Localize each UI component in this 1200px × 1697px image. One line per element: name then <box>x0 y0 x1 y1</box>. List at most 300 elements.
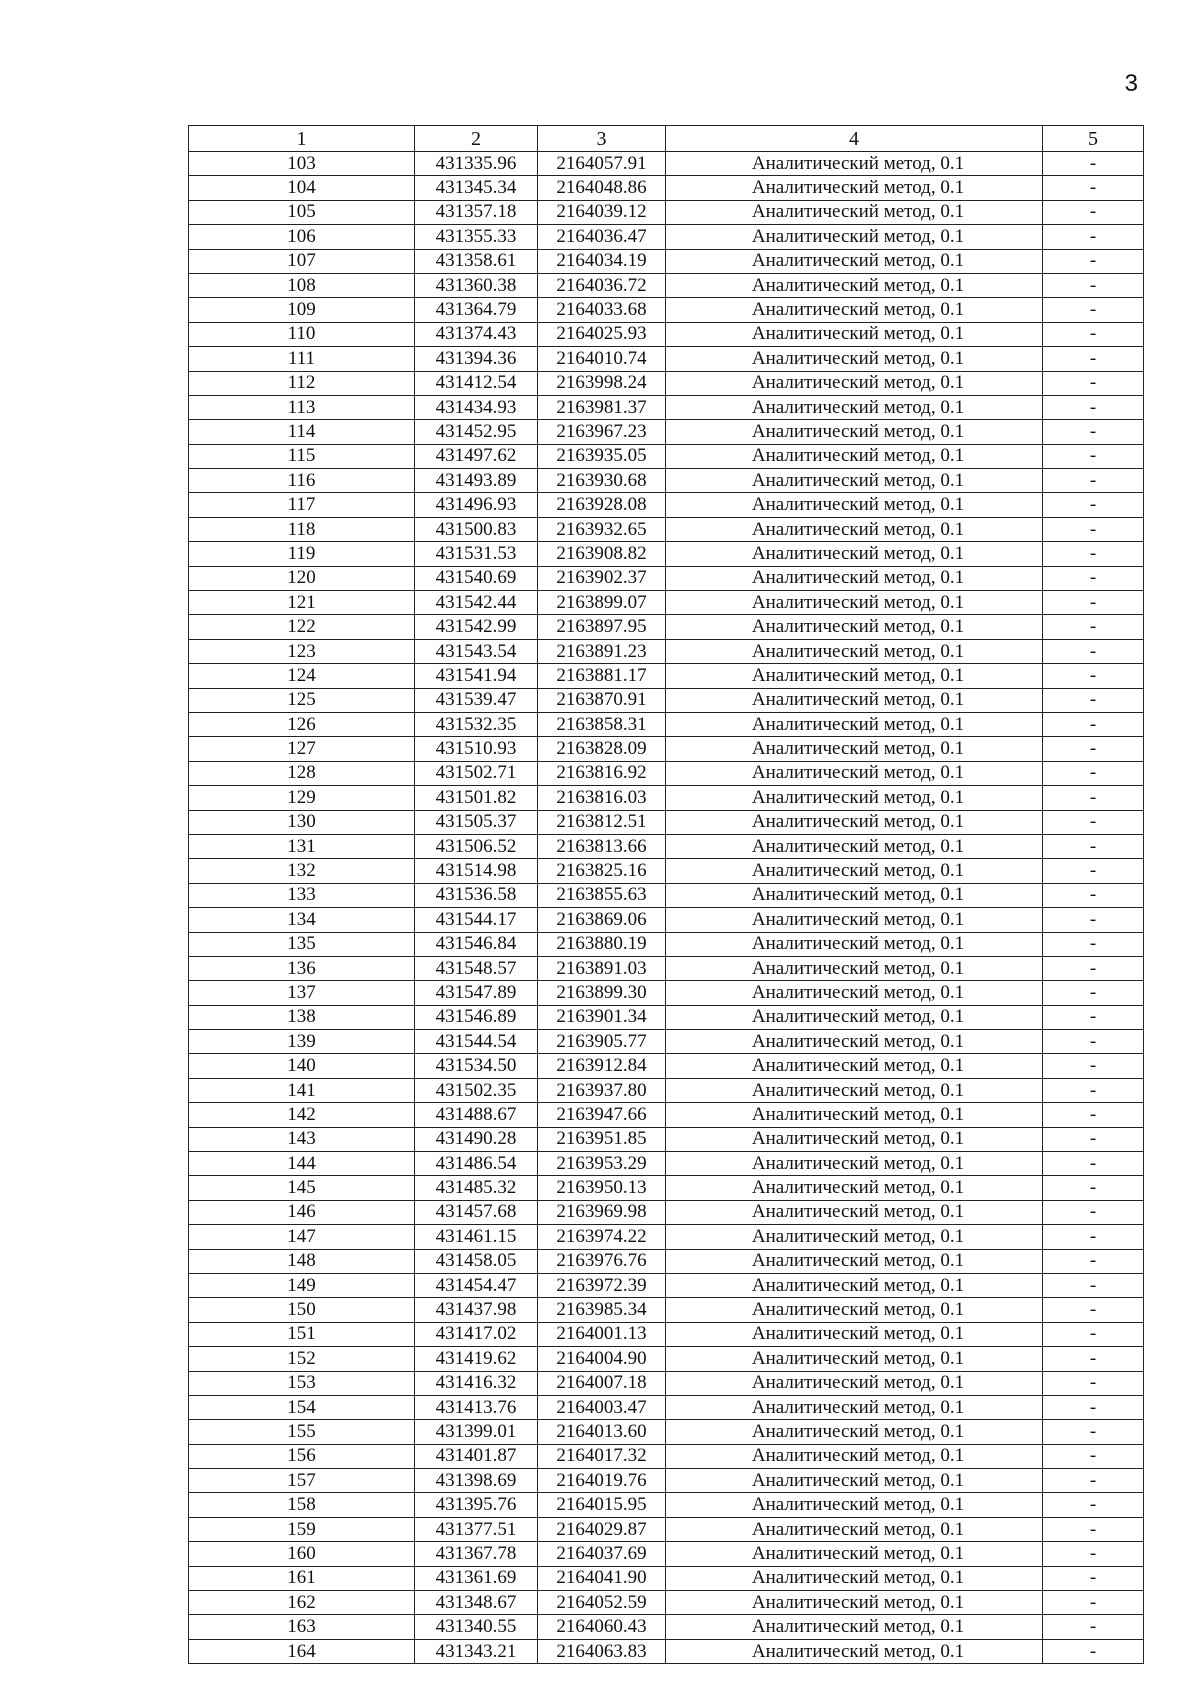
point-number-cell: 129 <box>189 786 415 810</box>
note-cell: - <box>1043 1347 1144 1371</box>
method-cell: Аналитический метод, 0.1 <box>666 688 1043 712</box>
y-coordinate-cell: 2163930.68 <box>538 469 666 493</box>
note-cell: - <box>1043 1493 1144 1517</box>
x-coordinate-cell: 431458.05 <box>415 1249 538 1273</box>
x-coordinate-cell: 431496.93 <box>415 493 538 517</box>
x-coordinate-cell: 431541.94 <box>415 664 538 688</box>
y-coordinate-cell: 2163816.92 <box>538 761 666 785</box>
table-row <box>189 395 1144 419</box>
x-coordinate-cell: 431348.67 <box>415 1591 538 1615</box>
table-row <box>189 761 1144 785</box>
method-cell: Аналитический метод, 0.1 <box>666 883 1043 907</box>
table-row <box>189 1371 1144 1395</box>
table-row <box>189 298 1144 322</box>
note-cell: - <box>1043 542 1144 566</box>
note-cell: - <box>1043 761 1144 785</box>
table-row <box>189 1493 1144 1517</box>
point-number-cell: 132 <box>189 859 415 883</box>
x-coordinate-cell: 431361.69 <box>415 1566 538 1590</box>
note-cell: - <box>1043 152 1144 176</box>
x-coordinate-cell: 431340.55 <box>415 1615 538 1639</box>
y-coordinate-cell: 2164013.60 <box>538 1420 666 1444</box>
method-cell: Аналитический метод, 0.1 <box>666 1054 1043 1078</box>
y-coordinate-cell: 2164004.90 <box>538 1347 666 1371</box>
x-coordinate-cell: 431357.18 <box>415 200 538 224</box>
method-cell: Аналитический метод, 0.1 <box>666 225 1043 249</box>
table-row <box>189 786 1144 810</box>
note-cell: - <box>1043 493 1144 517</box>
note-cell: - <box>1043 932 1144 956</box>
point-number-cell: 109 <box>189 298 415 322</box>
point-number-cell: 126 <box>189 712 415 736</box>
x-coordinate-cell: 431536.58 <box>415 883 538 907</box>
y-coordinate-cell: 2164036.72 <box>538 273 666 297</box>
note-cell: - <box>1043 908 1144 932</box>
point-number-cell: 149 <box>189 1273 415 1297</box>
table-row <box>189 542 1144 566</box>
point-number-cell: 130 <box>189 810 415 834</box>
point-number-cell: 160 <box>189 1542 415 1566</box>
y-coordinate-cell: 2163897.95 <box>538 615 666 639</box>
note-cell: - <box>1043 712 1144 736</box>
x-coordinate-cell: 431502.71 <box>415 761 538 785</box>
y-coordinate-cell: 2163891.23 <box>538 639 666 663</box>
note-cell: - <box>1043 176 1144 200</box>
x-coordinate-cell: 431434.93 <box>415 395 538 419</box>
note-cell: - <box>1043 1542 1144 1566</box>
x-coordinate-cell: 431377.51 <box>415 1517 538 1541</box>
x-coordinate-cell: 431457.68 <box>415 1200 538 1224</box>
method-cell: Аналитический метод, 0.1 <box>666 1298 1043 1322</box>
x-coordinate-cell: 431542.44 <box>415 591 538 615</box>
point-number-cell: 156 <box>189 1444 415 1468</box>
point-number-cell: 151 <box>189 1322 415 1346</box>
method-cell: Аналитический метод, 0.1 <box>666 176 1043 200</box>
method-cell: Аналитический метод, 0.1 <box>666 1273 1043 1297</box>
x-coordinate-cell: 431544.17 <box>415 908 538 932</box>
method-cell: Аналитический метод, 0.1 <box>666 1493 1043 1517</box>
x-coordinate-cell: 431335.96 <box>415 152 538 176</box>
x-coordinate-cell: 431360.38 <box>415 273 538 297</box>
method-cell: Аналитический метод, 0.1 <box>666 1615 1043 1639</box>
method-cell: Аналитический метод, 0.1 <box>666 1639 1043 1663</box>
x-coordinate-cell: 431540.69 <box>415 566 538 590</box>
note-cell: - <box>1043 1078 1144 1102</box>
x-coordinate-cell: 431547.89 <box>415 981 538 1005</box>
point-number-cell: 127 <box>189 737 415 761</box>
x-coordinate-cell: 431417.02 <box>415 1322 538 1346</box>
y-coordinate-cell: 2163998.24 <box>538 371 666 395</box>
y-coordinate-cell: 2163947.66 <box>538 1103 666 1127</box>
table-row <box>189 1469 1144 1493</box>
note-cell: - <box>1043 1517 1144 1541</box>
note-cell: - <box>1043 1322 1144 1346</box>
point-number-cell: 146 <box>189 1200 415 1224</box>
point-number-cell: 157 <box>189 1469 415 1493</box>
method-cell: Аналитический метод, 0.1 <box>666 1444 1043 1468</box>
y-coordinate-cell: 2164025.93 <box>538 322 666 346</box>
table-row <box>189 810 1144 834</box>
method-cell: Аналитический метод, 0.1 <box>666 810 1043 834</box>
point-number-cell: 150 <box>189 1298 415 1322</box>
x-coordinate-cell: 431546.84 <box>415 932 538 956</box>
point-number-cell: 124 <box>189 664 415 688</box>
note-cell: - <box>1043 249 1144 273</box>
y-coordinate-cell: 2163935.05 <box>538 444 666 468</box>
method-cell: Аналитический метод, 0.1 <box>666 1005 1043 1029</box>
table-row <box>189 347 1144 371</box>
note-cell: - <box>1043 395 1144 419</box>
method-cell: Аналитический метод, 0.1 <box>666 395 1043 419</box>
note-cell: - <box>1043 1371 1144 1395</box>
note-cell: - <box>1043 664 1144 688</box>
x-coordinate-cell: 431343.21 <box>415 1639 538 1663</box>
point-number-cell: 108 <box>189 273 415 297</box>
note-cell: - <box>1043 1395 1144 1419</box>
x-coordinate-cell: 431374.43 <box>415 322 538 346</box>
table-row <box>189 1542 1144 1566</box>
point-number-cell: 133 <box>189 883 415 907</box>
method-cell: Аналитический метод, 0.1 <box>666 517 1043 541</box>
point-number-cell: 144 <box>189 1152 415 1176</box>
y-coordinate-cell: 2163981.37 <box>538 395 666 419</box>
point-number-cell: 142 <box>189 1103 415 1127</box>
x-coordinate-cell: 431506.52 <box>415 834 538 858</box>
point-number-cell: 122 <box>189 615 415 639</box>
table-row <box>189 1591 1144 1615</box>
point-number-cell: 111 <box>189 347 415 371</box>
y-coordinate-cell: 2163812.51 <box>538 810 666 834</box>
y-coordinate-cell: 2163891.03 <box>538 956 666 980</box>
point-number-cell: 106 <box>189 225 415 249</box>
method-cell: Аналитический метод, 0.1 <box>666 1103 1043 1127</box>
method-cell: Аналитический метод, 0.1 <box>666 1420 1043 1444</box>
method-cell: Аналитический метод, 0.1 <box>666 249 1043 273</box>
x-coordinate-cell: 431398.69 <box>415 1469 538 1493</box>
note-cell: - <box>1043 1566 1144 1590</box>
method-cell: Аналитический метод, 0.1 <box>666 1469 1043 1493</box>
method-cell: Аналитический метод, 0.1 <box>666 566 1043 590</box>
y-coordinate-cell: 2164057.91 <box>538 152 666 176</box>
method-cell: Аналитический метод, 0.1 <box>666 347 1043 371</box>
method-cell: Аналитический метод, 0.1 <box>666 1249 1043 1273</box>
x-coordinate-cell: 431413.76 <box>415 1395 538 1419</box>
method-cell: Аналитический метод, 0.1 <box>666 615 1043 639</box>
y-coordinate-cell: 2163855.63 <box>538 883 666 907</box>
method-cell: Аналитический метод, 0.1 <box>666 639 1043 663</box>
method-cell: Аналитический метод, 0.1 <box>666 200 1043 224</box>
point-number-cell: 116 <box>189 469 415 493</box>
note-cell: - <box>1043 1030 1144 1054</box>
table-row <box>189 834 1144 858</box>
y-coordinate-cell: 2163825.16 <box>538 859 666 883</box>
point-number-cell: 158 <box>189 1493 415 1517</box>
table-row <box>189 322 1144 346</box>
table-row <box>189 371 1144 395</box>
y-coordinate-cell: 2163912.84 <box>538 1054 666 1078</box>
point-number-cell: 112 <box>189 371 415 395</box>
method-cell: Аналитический метод, 0.1 <box>666 1152 1043 1176</box>
x-coordinate-cell: 431355.33 <box>415 225 538 249</box>
y-coordinate-cell: 2163813.66 <box>538 834 666 858</box>
y-coordinate-cell: 2163870.91 <box>538 688 666 712</box>
x-coordinate-cell: 431531.53 <box>415 542 538 566</box>
y-coordinate-cell: 2163902.37 <box>538 566 666 590</box>
x-coordinate-cell: 431394.36 <box>415 347 538 371</box>
point-number-cell: 159 <box>189 1517 415 1541</box>
note-cell: - <box>1043 1444 1144 1468</box>
point-number-cell: 105 <box>189 200 415 224</box>
point-number-cell: 136 <box>189 956 415 980</box>
y-coordinate-cell: 2163816.03 <box>538 786 666 810</box>
method-cell: Аналитический метод, 0.1 <box>666 1200 1043 1224</box>
y-coordinate-cell: 2163880.19 <box>538 932 666 956</box>
table-row <box>189 273 1144 297</box>
method-cell: Аналитический метод, 0.1 <box>666 420 1043 444</box>
x-coordinate-cell: 431419.62 <box>415 1347 538 1371</box>
point-number-cell: 164 <box>189 1639 415 1663</box>
point-number-cell: 162 <box>189 1591 415 1615</box>
note-cell: - <box>1043 566 1144 590</box>
x-coordinate-cell: 431399.01 <box>415 1420 538 1444</box>
note-cell: - <box>1043 347 1144 371</box>
x-coordinate-cell: 431485.32 <box>415 1176 538 1200</box>
method-cell: Аналитический метод, 0.1 <box>666 1030 1043 1054</box>
y-coordinate-cell: 2164052.59 <box>538 1591 666 1615</box>
note-cell: - <box>1043 322 1144 346</box>
table-row <box>189 1395 1144 1419</box>
table-row <box>189 1444 1144 1468</box>
y-coordinate-cell: 2164036.47 <box>538 225 666 249</box>
y-coordinate-cell: 2163928.08 <box>538 493 666 517</box>
note-cell: - <box>1043 1298 1144 1322</box>
point-number-cell: 121 <box>189 591 415 615</box>
note-cell: - <box>1043 225 1144 249</box>
note-cell: - <box>1043 1054 1144 1078</box>
x-coordinate-cell: 431532.35 <box>415 712 538 736</box>
method-cell: Аналитический метод, 0.1 <box>666 1347 1043 1371</box>
point-number-cell: 125 <box>189 688 415 712</box>
y-coordinate-cell: 2164029.87 <box>538 1517 666 1541</box>
note-cell: - <box>1043 834 1144 858</box>
note-cell: - <box>1043 1127 1144 1151</box>
point-number-cell: 110 <box>189 322 415 346</box>
y-coordinate-cell: 2163869.06 <box>538 908 666 932</box>
point-number-cell: 103 <box>189 152 415 176</box>
table-row <box>189 152 1144 176</box>
table-row <box>189 566 1144 590</box>
y-coordinate-cell: 2163828.09 <box>538 737 666 761</box>
point-number-cell: 128 <box>189 761 415 785</box>
table-row <box>189 883 1144 907</box>
page-number: 3 <box>1124 70 1138 97</box>
table-row <box>189 469 1144 493</box>
y-coordinate-cell: 2163908.82 <box>538 542 666 566</box>
y-coordinate-cell: 2163932.65 <box>538 517 666 541</box>
y-coordinate-cell: 2164037.69 <box>538 1542 666 1566</box>
y-coordinate-cell: 2164048.86 <box>538 176 666 200</box>
x-coordinate-cell: 431514.98 <box>415 859 538 883</box>
point-number-cell: 148 <box>189 1249 415 1273</box>
point-number-cell: 139 <box>189 1030 415 1054</box>
method-cell: Аналитический метод, 0.1 <box>666 1225 1043 1249</box>
point-number-cell: 114 <box>189 420 415 444</box>
table-row <box>189 1152 1144 1176</box>
point-number-cell: 118 <box>189 517 415 541</box>
y-coordinate-cell: 2163905.77 <box>538 1030 666 1054</box>
x-coordinate-cell: 431358.61 <box>415 249 538 273</box>
method-cell: Аналитический метод, 0.1 <box>666 737 1043 761</box>
method-cell: Аналитический метод, 0.1 <box>666 786 1043 810</box>
y-coordinate-cell: 2164034.19 <box>538 249 666 273</box>
method-cell: Аналитический метод, 0.1 <box>666 1591 1043 1615</box>
table-row <box>189 1225 1144 1249</box>
coordinates-table <box>188 125 1144 1664</box>
column-header-1: 1 <box>189 126 415 152</box>
note-cell: - <box>1043 1469 1144 1493</box>
note-cell: - <box>1043 469 1144 493</box>
y-coordinate-cell: 2164039.12 <box>538 200 666 224</box>
y-coordinate-cell: 2163972.39 <box>538 1273 666 1297</box>
note-cell: - <box>1043 517 1144 541</box>
point-number-cell: 154 <box>189 1395 415 1419</box>
point-number-cell: 104 <box>189 176 415 200</box>
column-header-3: 3 <box>538 126 666 152</box>
y-coordinate-cell: 2164001.13 <box>538 1322 666 1346</box>
y-coordinate-cell: 2164003.47 <box>538 1395 666 1419</box>
table-row <box>189 1249 1144 1273</box>
table-row <box>189 249 1144 273</box>
x-coordinate-cell: 431488.67 <box>415 1103 538 1127</box>
x-coordinate-cell: 431546.89 <box>415 1005 538 1029</box>
table-row <box>189 1005 1144 1029</box>
method-cell: Аналитический метод, 0.1 <box>666 1566 1043 1590</box>
table-row <box>189 444 1144 468</box>
note-cell: - <box>1043 591 1144 615</box>
note-cell: - <box>1043 981 1144 1005</box>
y-coordinate-cell: 2163969.98 <box>538 1200 666 1224</box>
method-cell: Аналитический метод, 0.1 <box>666 859 1043 883</box>
x-coordinate-cell: 431490.28 <box>415 1127 538 1151</box>
table-row <box>189 591 1144 615</box>
x-coordinate-cell: 431452.95 <box>415 420 538 444</box>
x-coordinate-cell: 431548.57 <box>415 956 538 980</box>
x-coordinate-cell: 431345.34 <box>415 176 538 200</box>
point-number-cell: 113 <box>189 395 415 419</box>
x-coordinate-cell: 431367.78 <box>415 1542 538 1566</box>
note-cell: - <box>1043 615 1144 639</box>
point-number-cell: 161 <box>189 1566 415 1590</box>
note-cell: - <box>1043 688 1144 712</box>
point-number-cell: 131 <box>189 834 415 858</box>
method-cell: Аналитический метод, 0.1 <box>666 591 1043 615</box>
y-coordinate-cell: 2163881.17 <box>538 664 666 688</box>
note-cell: - <box>1043 639 1144 663</box>
method-cell: Аналитический метод, 0.1 <box>666 1517 1043 1541</box>
note-cell: - <box>1043 273 1144 297</box>
method-cell: Аналитический метод, 0.1 <box>666 1127 1043 1151</box>
table-row <box>189 1420 1144 1444</box>
point-number-cell: 123 <box>189 639 415 663</box>
point-number-cell: 143 <box>189 1127 415 1151</box>
method-cell: Аналитический метод, 0.1 <box>666 956 1043 980</box>
point-number-cell: 137 <box>189 981 415 1005</box>
x-coordinate-cell: 431510.93 <box>415 737 538 761</box>
point-number-cell: 107 <box>189 249 415 273</box>
column-header-4: 4 <box>666 126 1043 152</box>
note-cell: - <box>1043 371 1144 395</box>
table-row <box>189 1298 1144 1322</box>
y-coordinate-cell: 2164060.43 <box>538 1615 666 1639</box>
point-number-cell: 119 <box>189 542 415 566</box>
note-cell: - <box>1043 786 1144 810</box>
table-row <box>189 1127 1144 1151</box>
table-row <box>189 1200 1144 1224</box>
table-row <box>189 1347 1144 1371</box>
x-coordinate-cell: 431505.37 <box>415 810 538 834</box>
y-coordinate-cell: 2164033.68 <box>538 298 666 322</box>
note-cell: - <box>1043 1225 1144 1249</box>
table-row <box>189 493 1144 517</box>
table-row <box>189 737 1144 761</box>
note-cell: - <box>1043 883 1144 907</box>
note-cell: - <box>1043 1005 1144 1029</box>
point-number-cell: 152 <box>189 1347 415 1371</box>
table-row <box>189 420 1144 444</box>
point-number-cell: 135 <box>189 932 415 956</box>
method-cell: Аналитический метод, 0.1 <box>666 371 1043 395</box>
x-coordinate-cell: 431493.89 <box>415 469 538 493</box>
y-coordinate-cell: 2163985.34 <box>538 1298 666 1322</box>
table-body <box>189 152 1144 1664</box>
point-number-cell: 138 <box>189 1005 415 1029</box>
x-coordinate-cell: 431412.54 <box>415 371 538 395</box>
y-coordinate-cell: 2163953.29 <box>538 1152 666 1176</box>
note-cell: - <box>1043 1615 1144 1639</box>
table-row <box>189 225 1144 249</box>
table-row <box>189 1030 1144 1054</box>
table-row <box>189 176 1144 200</box>
point-number-cell: 120 <box>189 566 415 590</box>
y-coordinate-cell: 2163899.30 <box>538 981 666 1005</box>
y-coordinate-cell: 2163951.85 <box>538 1127 666 1151</box>
column-header-2: 2 <box>415 126 538 152</box>
method-cell: Аналитический метод, 0.1 <box>666 761 1043 785</box>
x-coordinate-cell: 431497.62 <box>415 444 538 468</box>
x-coordinate-cell: 431416.32 <box>415 1371 538 1395</box>
y-coordinate-cell: 2164019.76 <box>538 1469 666 1493</box>
method-cell: Аналитический метод, 0.1 <box>666 542 1043 566</box>
method-cell: Аналитический метод, 0.1 <box>666 469 1043 493</box>
method-cell: Аналитический метод, 0.1 <box>666 1542 1043 1566</box>
table-row <box>189 956 1144 980</box>
note-cell: - <box>1043 859 1144 883</box>
table-row <box>189 981 1144 1005</box>
method-cell: Аналитический метод, 0.1 <box>666 834 1043 858</box>
x-coordinate-cell: 431543.54 <box>415 639 538 663</box>
note-cell: - <box>1043 1420 1144 1444</box>
x-coordinate-cell: 431501.82 <box>415 786 538 810</box>
point-number-cell: 155 <box>189 1420 415 1444</box>
x-coordinate-cell: 431534.50 <box>415 1054 538 1078</box>
table-row <box>189 1517 1144 1541</box>
note-cell: - <box>1043 1639 1144 1663</box>
table-row <box>189 932 1144 956</box>
method-cell: Аналитический метод, 0.1 <box>666 444 1043 468</box>
table-row <box>189 517 1144 541</box>
note-cell: - <box>1043 1273 1144 1297</box>
table-row <box>189 200 1144 224</box>
